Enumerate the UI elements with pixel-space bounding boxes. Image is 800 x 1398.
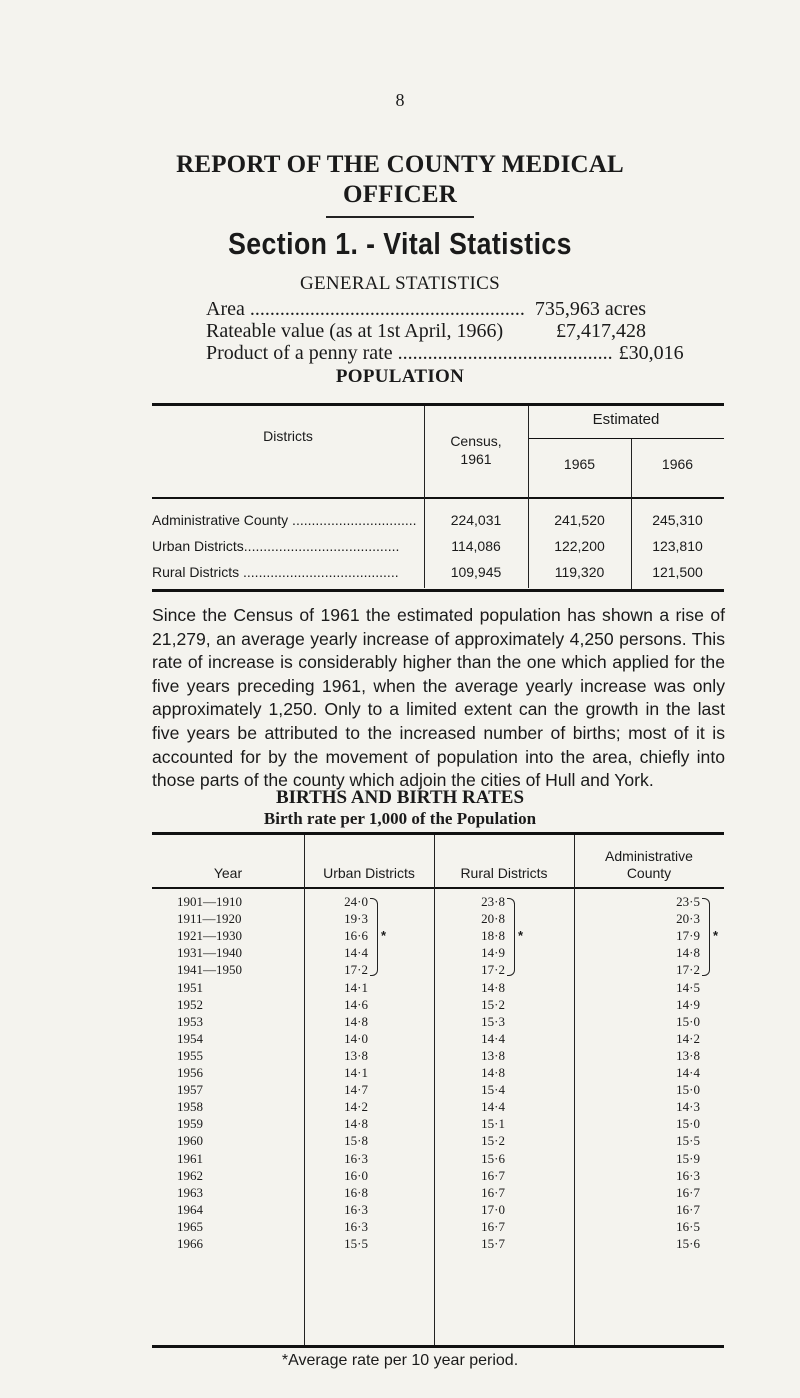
stat-label: Product of a penny rate ........................................... <box>206 342 613 364</box>
table-row <box>152 1236 724 1253</box>
urban-rate-cell: 14·2 <box>344 1099 368 1115</box>
population-paragraph: Since the Census of 1961 the estimated population has shown a rise of 21,279, an average yearly increase of approximately 4,250 persons. This rate of increase is considerably higher than the one which applied for the five years preceding 1961, when the average yearly increase was only approximately 1,250. Only to a limited extent can the growth in the last five years be attributed to the increased number of births; most of it is accounted for by the movement of population into the area, chiefly into those parts of the county which adjoin the cities of Hull and York. <box>152 605 725 791</box>
stat-label: Rateable value (as at 1st April, 1966) <box>206 320 504 342</box>
table-bottom-rule <box>152 589 724 592</box>
table-row <box>152 1202 724 1219</box>
table-row <box>152 1082 724 1099</box>
table-header-rule <box>152 497 724 499</box>
general-statistics-heading: GENERAL STATISTICS <box>299 273 501 294</box>
year-cell: 1964 <box>177 1201 203 1217</box>
admin-rate-cell: 16·5 <box>676 1218 700 1234</box>
header-admin <box>574 848 724 882</box>
year-cell: 1963 <box>177 1184 203 1200</box>
year-cell: 1955 <box>177 1047 203 1063</box>
rural-rate-cell: 16·7 <box>481 1167 505 1183</box>
page-number: 8 <box>395 90 405 110</box>
year-cell: 1966 <box>177 1236 203 1251</box>
rural-rate-cell: 15·1 <box>481 1116 505 1132</box>
stat-value: 735,963 acres <box>534 298 646 320</box>
census-value: 109,945 <box>450 564 502 580</box>
estimate-1966-value: 121,500 <box>652 564 703 580</box>
year-cell: 1959 <box>177 1116 203 1132</box>
urban-rate-cell: 16·3 <box>344 1218 368 1234</box>
urban-rate-cell: 16·3 <box>344 1201 368 1217</box>
stat-label: Area ....................................................... <box>206 298 525 320</box>
year-cell: 1961 <box>177 1150 203 1166</box>
admin-rate-cell: 16·7 <box>676 1201 700 1217</box>
births-table <box>152 832 724 1384</box>
stat-row-penny-rate <box>206 342 684 364</box>
urban-rate-cell: 17·2 <box>344 962 368 978</box>
table-top-rule <box>152 403 724 406</box>
footnote: *Average rate per 10 year period. <box>281 1352 519 1369</box>
table-row <box>152 1185 724 1202</box>
year-cell: 1965 <box>177 1218 203 1234</box>
table-row <box>152 1014 724 1031</box>
stat-row-rateable-value <box>206 320 646 342</box>
urban-rate-cell: 14·1 <box>344 1065 368 1080</box>
table-row <box>152 945 724 962</box>
rural-rate-cell: 15·4 <box>481 1082 505 1098</box>
year-cell: 1962 <box>177 1167 203 1183</box>
table-row <box>152 962 724 979</box>
rural-rate-cell: 17·0 <box>481 1201 505 1217</box>
year-cell: 1921—1930 <box>177 928 242 944</box>
estimated-subrule <box>528 438 724 439</box>
population-table <box>152 403 724 595</box>
year-cell: 1954 <box>177 1030 203 1046</box>
admin-rate-cell: 14·2 <box>676 1030 700 1046</box>
estimate-1965-value: 122,200 <box>554 538 605 554</box>
rural-rate-cell: 16·7 <box>481 1218 505 1234</box>
header-estimated: Estimated <box>592 411 660 428</box>
rural-rate-cell: 18·8 <box>481 928 505 944</box>
urban-rate-cell: 19·3 <box>344 911 368 927</box>
rural-rate-cell: 15·3 <box>481 1013 505 1029</box>
header-1966: 1966 <box>661 456 694 472</box>
admin-rate-cell: 15·6 <box>676 1236 700 1251</box>
rural-rate-cell: 13·8 <box>481 1047 505 1063</box>
average-marker: * <box>713 928 719 943</box>
title-divider <box>326 216 474 218</box>
decade-brace <box>702 898 710 976</box>
header-year: Year <box>213 865 243 881</box>
header-districts: Districts <box>263 428 313 444</box>
rural-rate-cell: 14·4 <box>481 1030 505 1046</box>
admin-rate-cell: 17·9 <box>676 928 700 944</box>
admin-rate-cell: 14·8 <box>676 945 700 961</box>
admin-rate-cell: 15·9 <box>676 1150 700 1166</box>
urban-rate-cell: 14·7 <box>344 1082 368 1098</box>
rural-rate-cell: 14·4 <box>481 1099 505 1115</box>
table-row <box>152 1031 724 1048</box>
column-divider <box>528 406 529 588</box>
urban-rate-cell: 16·3 <box>344 1150 368 1166</box>
rural-rate-cell: 14·9 <box>481 945 505 961</box>
header-urban: Urban Districts <box>323 865 415 881</box>
year-cell: 1911—1920 <box>177 911 242 927</box>
stat-row-area <box>206 298 646 320</box>
table-row <box>152 980 724 997</box>
year-cell: 1957 <box>177 1082 203 1098</box>
rural-rate-cell: 15·7 <box>481 1236 505 1251</box>
rural-rate-cell: 14·8 <box>481 1065 505 1080</box>
urban-rate-cell: 14·4 <box>344 945 368 961</box>
urban-rate-cell: 16·6 <box>344 928 368 944</box>
rural-rate-cell: 15·2 <box>481 1133 505 1149</box>
urban-rate-cell: 14·1 <box>344 979 368 995</box>
year-cell: 1931—1940 <box>177 945 242 961</box>
table-row <box>152 894 724 911</box>
admin-rate-cell: 16·7 <box>676 1184 700 1200</box>
rural-rate-cell: 20·8 <box>481 911 505 927</box>
table-row <box>152 1133 724 1150</box>
district-name: Urban Districts........................................ <box>152 538 400 554</box>
urban-rate-cell: 15·5 <box>344 1236 368 1251</box>
admin-rate-cell: 13·8 <box>676 1047 700 1063</box>
average-marker: * <box>518 928 524 943</box>
table-row <box>152 1168 724 1185</box>
urban-rate-cell: 16·8 <box>344 1184 368 1200</box>
header-1965: 1965 <box>563 456 596 472</box>
estimate-1966-value: 245,310 <box>652 512 703 528</box>
district-name: Administrative County ................................ <box>152 512 417 528</box>
year-cell: 1958 <box>177 1099 203 1115</box>
year-cell: 1953 <box>177 1013 203 1029</box>
urban-rate-cell: 24·0 <box>344 894 368 909</box>
report-title-line-2: OFFICER <box>343 181 457 208</box>
year-cell: 1941—1950 <box>177 962 242 978</box>
header-admin-line-2: County <box>626 865 672 881</box>
admin-rate-cell: 14·4 <box>676 1065 700 1080</box>
census-value: 114,086 <box>451 538 501 554</box>
header-rural: Rural Districts <box>460 865 548 881</box>
year-cell: 1901—1910 <box>177 894 242 909</box>
report-title-line-1: REPORT OF THE COUNTY MEDICAL <box>176 151 624 178</box>
urban-rate-cell: 14·0 <box>344 1030 368 1046</box>
district-name: Rural Districts ........................................ <box>152 564 399 580</box>
estimate-1965-value: 241,520 <box>554 512 605 528</box>
header-admin-line-1: Administrative <box>605 848 693 864</box>
urban-rate-cell: 16·0 <box>344 1167 368 1183</box>
estimate-1965-value: 119,320 <box>554 564 605 580</box>
rural-rate-cell: 17·2 <box>481 962 505 978</box>
table-row <box>152 1099 724 1116</box>
table-top-rule <box>152 832 724 835</box>
table-row <box>152 928 724 945</box>
section-title: Section 1. - Vital Statistics <box>228 226 572 261</box>
admin-rate-cell: 15·5 <box>676 1133 700 1149</box>
header-census: Census, 1961 <box>450 433 502 467</box>
decade-brace <box>370 898 378 976</box>
admin-rate-cell: 20·3 <box>676 911 700 927</box>
admin-rate-cell: 15·0 <box>676 1116 700 1132</box>
urban-rate-cell: 15·8 <box>344 1133 368 1149</box>
table-row <box>152 1048 724 1065</box>
stat-value: £7,417,428 <box>556 320 646 342</box>
table-row <box>152 1219 724 1236</box>
year-cell: 1952 <box>177 996 203 1012</box>
census-value: 224,031 <box>450 512 502 528</box>
table-row <box>152 997 724 1014</box>
urban-rate-cell: 14·8 <box>344 1116 368 1132</box>
rural-rate-cell: 15·6 <box>481 1150 505 1166</box>
admin-rate-cell: 15·0 <box>676 1013 700 1029</box>
year-cell: 1951 <box>177 979 203 995</box>
table-row <box>152 1151 724 1168</box>
admin-rate-cell: 14·5 <box>676 979 700 995</box>
decade-brace <box>507 898 515 976</box>
urban-rate-cell: 13·8 <box>344 1047 368 1063</box>
report-title <box>150 150 650 210</box>
admin-rate-cell: 16·3 <box>676 1167 700 1183</box>
admin-rate-cell: 17·2 <box>676 962 700 978</box>
births-subheading: Birth rate per 1,000 of the Population <box>263 809 537 828</box>
average-marker: * <box>381 928 387 943</box>
population-heading: POPULATION <box>335 366 465 387</box>
year-cell: 1960 <box>177 1133 203 1149</box>
rural-rate-cell: 14·8 <box>481 979 505 995</box>
rural-rate-cell: 15·2 <box>481 996 505 1012</box>
admin-rate-cell: 23·5 <box>676 894 700 909</box>
table-row <box>152 911 724 928</box>
stat-value: £30,016 <box>618 342 684 364</box>
admin-rate-cell: 15·0 <box>676 1082 700 1098</box>
table-row <box>152 1065 724 1082</box>
admin-rate-cell: 14·3 <box>676 1099 700 1115</box>
table-header-rule <box>152 887 724 889</box>
births-heading: BIRTHS AND BIRTH RATES <box>275 787 525 808</box>
rural-rate-cell: 16·7 <box>481 1184 505 1200</box>
urban-rate-cell: 14·8 <box>344 1013 368 1029</box>
rural-rate-cell: 23·8 <box>481 894 505 909</box>
estimate-1966-value: 123,810 <box>652 538 703 554</box>
table-row <box>152 1116 724 1133</box>
admin-rate-cell: 14·9 <box>676 996 700 1012</box>
urban-rate-cell: 14·6 <box>344 996 368 1012</box>
year-cell: 1956 <box>177 1065 203 1080</box>
table-bottom-rule <box>152 1345 724 1348</box>
